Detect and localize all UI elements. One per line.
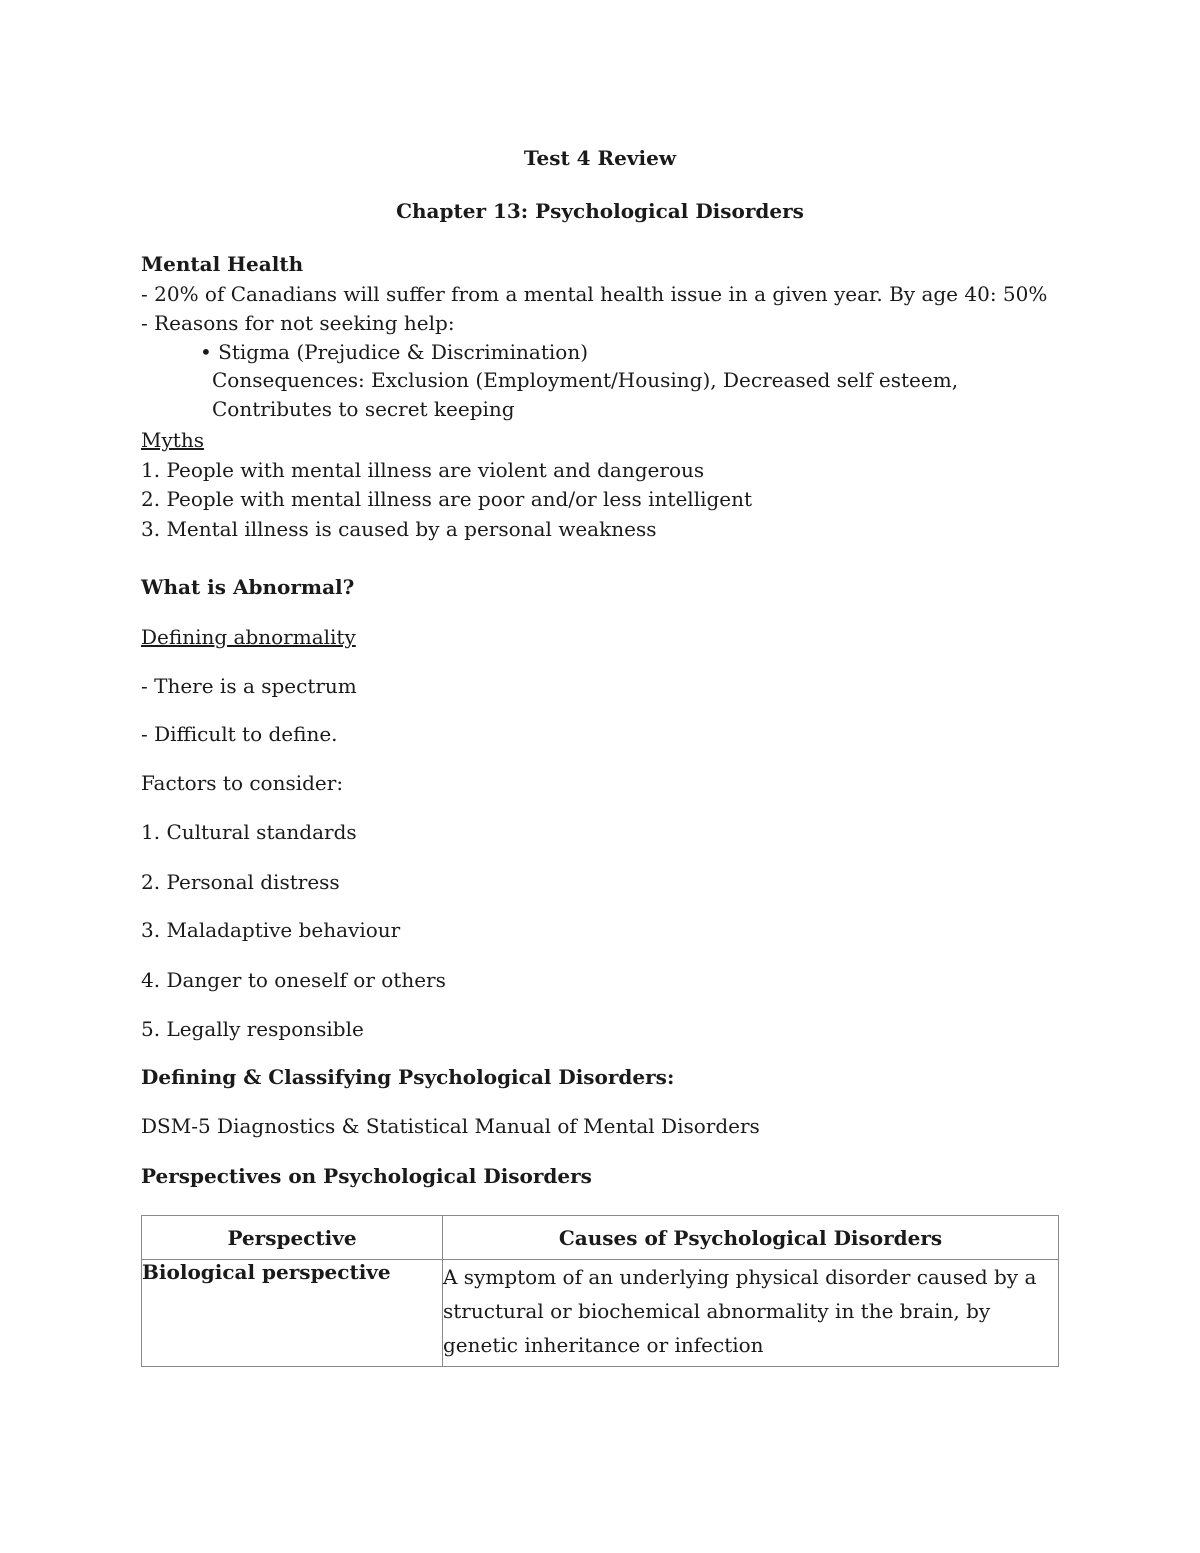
- list-item: - There is a spectrum: [141, 674, 357, 698]
- list-item: - Reasons for not seeking help:: [141, 311, 455, 335]
- cell-perspective: Biological perspective: [142, 1260, 443, 1367]
- section-heading-mental-health: Mental Health: [141, 252, 304, 276]
- list-item: - Difficult to define.: [141, 722, 338, 746]
- list-item: 5. Legally responsible: [141, 1017, 364, 1041]
- list-item: 3. Mental illness is caused by a personal weakness: [141, 517, 657, 541]
- table-row: [142, 1260, 1059, 1367]
- section-heading-abnormal: What is Abnormal?: [141, 575, 355, 599]
- column-header-perspective: Perspective: [142, 1216, 443, 1260]
- factors-label: Factors to consider:: [141, 771, 344, 795]
- document-title: Test 4 Review: [523, 146, 677, 170]
- subheading-defining-abnormality: Defining abnormality: [141, 625, 356, 649]
- list-item-stigma: • Stigma (Prejudice & Discrimination): [200, 340, 589, 364]
- list-item: 2. People with mental illness are poor and/or less intelligent: [141, 487, 753, 511]
- list-item: 4. Danger to oneself or others: [141, 968, 446, 992]
- cell-causes: A symptom of an underlying physical disorder caused by a structural or biochemical abnormality in the brain, by genetic inheritance or infection: [443, 1260, 1059, 1367]
- list-item: 1. Cultural standards: [141, 820, 357, 844]
- chapter-heading: Chapter 13: Psychological Disorders: [396, 199, 804, 223]
- dsm-text: DSM-5 Diagnostics & Statistical Manual of Mental Disorders: [141, 1114, 760, 1138]
- section-heading-classifying: Defining & Classifying Psychological Disorders:: [141, 1065, 675, 1089]
- myths-heading: Myths: [141, 428, 204, 452]
- column-header-causes: Causes of Psychological Disorders: [443, 1216, 1059, 1260]
- list-item: 2. Personal distress: [141, 870, 340, 894]
- list-item: 3. Maladaptive behaviour: [141, 918, 401, 942]
- list-item: - 20% of Canadians will suffer from a mental health issue in a given year. By age 40: 50%: [141, 282, 1048, 306]
- section-heading-perspectives: Perspectives on Psychological Disorders: [141, 1164, 592, 1188]
- list-item: 1. People with mental illness are violent and dangerous: [141, 458, 705, 482]
- consequences-text: Consequences: Exclusion (Employment/Housing), Decreased self esteem, Contributes to secret keeping: [212, 368, 959, 421]
- table-header-row: [142, 1216, 1059, 1260]
- perspectives-table: [141, 1215, 1059, 1367]
